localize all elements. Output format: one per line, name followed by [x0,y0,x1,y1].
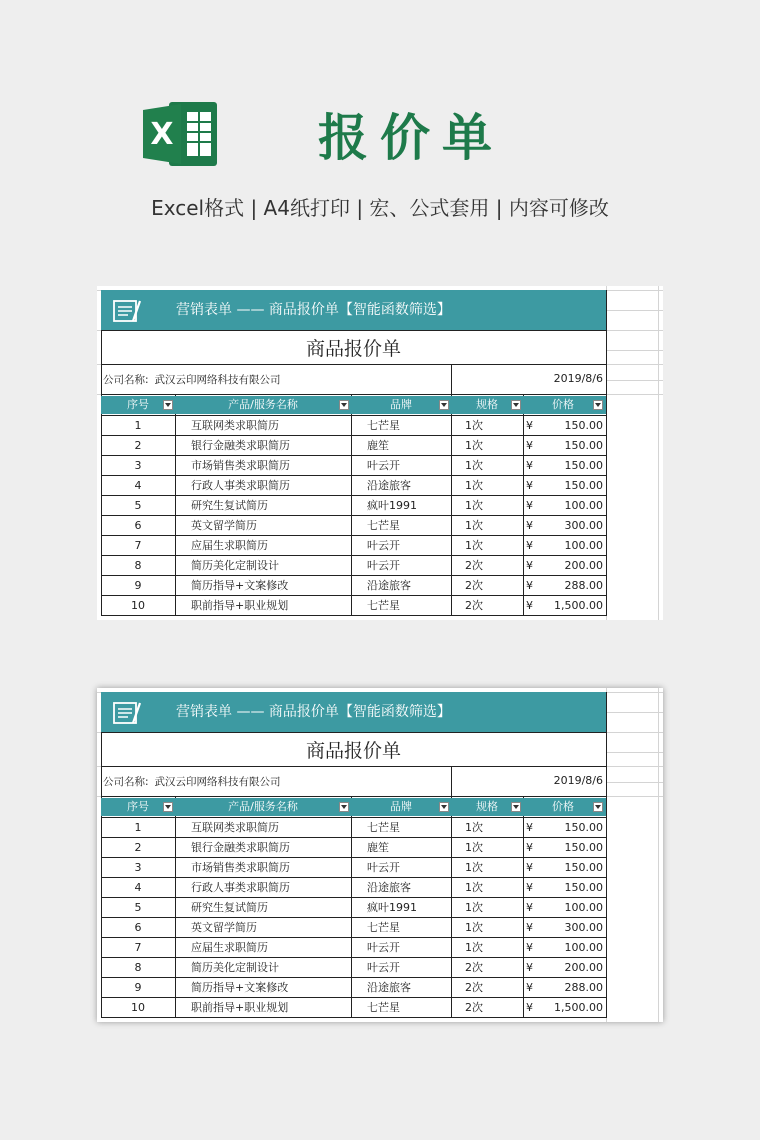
table-row [101,898,606,918]
document-icon [113,701,143,725]
table-row [101,436,606,456]
spec: 2次 [465,961,483,974]
quote-date: 2019/8/6 [553,372,603,385]
col-header-price: 价格 [552,800,574,813]
spec: 2次 [465,599,483,612]
price: 100.00 [564,901,603,914]
table-row [101,858,606,878]
price: 150.00 [564,439,603,452]
table-row [101,416,606,436]
row-number: 10 [131,599,145,612]
banner-text: 营销表单 —— 商品报价单【智能函数筛选】 [176,302,451,318]
col-header-no: 序号 [127,398,149,411]
company-info [103,372,287,387]
col-header-brand: 品牌 [390,800,412,813]
table-row [101,576,606,596]
price: 1,500.00 [554,599,603,612]
row-number: 5 [134,901,142,914]
product-name: 简历指导+文案修改 [191,579,289,592]
filter-dropdown-icon[interactable] [511,400,521,410]
row-number: 1 [134,821,142,834]
header [0,0,760,260]
product-name: 职前指导+职业规划 [191,1001,289,1014]
company-label: 公司名称: [103,374,149,386]
currency-symbol: ¥ [526,881,533,894]
spec: 1次 [465,499,483,512]
row-number: 7 [134,539,142,552]
table-row [101,596,606,616]
currency-symbol: ¥ [526,1001,533,1014]
product-name: 银行金融类求职简历 [191,841,290,854]
product-name: 互联网类求职简历 [191,419,279,432]
currency-symbol: ¥ [526,599,533,612]
product-name: 互联网类求职简历 [191,821,279,834]
spec: 2次 [465,579,483,592]
brand: 沿途旅客 [367,479,411,492]
currency-symbol: ¥ [526,419,533,432]
col-header-name: 产品/服务名称 [228,800,298,813]
col-header-no: 序号 [127,800,149,813]
table-row [101,818,606,838]
brand: 七芒星 [367,1001,400,1014]
row-number: 4 [134,479,142,492]
brand: 沿途旅客 [367,579,411,592]
currency-symbol: ¥ [526,961,533,974]
table-row [101,496,606,516]
product-name: 研究生复试简历 [191,901,268,914]
filter-dropdown-icon[interactable] [593,802,603,812]
banner-text: 营销表单 —— 商品报价单【智能函数筛选】 [176,704,451,720]
spreadsheet-preview-2 [97,688,663,1022]
price: 150.00 [564,841,603,854]
company-info [103,774,287,789]
table-row [101,878,606,898]
row-number: 1 [134,419,142,432]
spec: 1次 [465,941,483,954]
product-name: 简历指导+文案修改 [191,981,289,994]
price: 1,500.00 [554,1001,603,1014]
spec: 2次 [465,981,483,994]
brand: 鹿笙 [367,841,389,854]
price: 200.00 [564,559,603,572]
product-name: 银行金融类求职简历 [191,439,290,452]
filter-dropdown-icon[interactable] [439,400,449,410]
col-header-brand: 品牌 [390,398,412,411]
brand: 叶云开 [367,459,400,472]
brand: 叶云开 [367,941,400,954]
svg-text:X: X [150,117,174,152]
row-number: 6 [134,519,142,532]
price: 150.00 [564,881,603,894]
spec: 1次 [465,821,483,834]
brand: 七芒星 [367,821,400,834]
brand: 叶云开 [367,559,400,572]
brand: 叶云开 [367,861,400,874]
table-row [101,838,606,858]
price: 300.00 [564,921,603,934]
product-name: 研究生复试简历 [191,499,268,512]
brand: 叶云开 [367,539,400,552]
spec: 2次 [465,559,483,572]
currency-symbol: ¥ [526,941,533,954]
currency-symbol: ¥ [526,519,533,532]
price: 150.00 [564,419,603,432]
table-row [101,536,606,556]
quote-date: 2019/8/6 [553,774,603,787]
currency-symbol: ¥ [526,921,533,934]
sheet-banner [101,290,606,330]
product-name: 简历美化定制设计 [191,961,279,974]
price: 100.00 [564,539,603,552]
filter-dropdown-icon[interactable] [163,400,173,410]
row-number: 7 [134,941,142,954]
currency-symbol: ¥ [526,861,533,874]
table-header [101,798,606,816]
spec: 1次 [465,479,483,492]
price: 150.00 [564,459,603,472]
product-name: 行政人事类求职简历 [191,881,290,894]
company-name: 武汉云印网络科技有限公司 [154,374,281,386]
price: 100.00 [564,499,603,512]
page-title: 报价单 [318,109,504,167]
spec: 1次 [465,841,483,854]
row-number: 3 [134,459,142,472]
price: 150.00 [564,479,603,492]
table-row [101,998,606,1018]
currency-symbol: ¥ [526,981,533,994]
sheet-title: 商品报价单 [305,338,401,360]
brand: 七芒星 [367,921,400,934]
row-number: 10 [131,1001,145,1014]
row-number: 9 [134,981,142,994]
table-row [101,476,606,496]
currency-symbol: ¥ [526,479,533,492]
col-header-spec: 规格 [476,398,498,411]
table-header [101,396,606,414]
currency-symbol: ¥ [526,539,533,552]
col-header-name: 产品/服务名称 [228,398,298,411]
row-number: 4 [134,881,142,894]
currency-symbol: ¥ [526,459,533,472]
company-name: 武汉云印网络科技有限公司 [154,776,281,788]
excel-icon [143,100,219,168]
brand: 沿途旅客 [367,881,411,894]
table-row [101,918,606,938]
price: 100.00 [564,941,603,954]
spec: 1次 [465,439,483,452]
spec: 1次 [465,519,483,532]
currency-symbol: ¥ [526,821,533,834]
spec: 1次 [465,921,483,934]
currency-symbol: ¥ [526,841,533,854]
brand: 叶云开 [367,961,400,974]
product-name: 英文留学简历 [191,519,257,532]
price: 300.00 [564,519,603,532]
brand: 疯叶1991 [367,901,417,914]
table-row [101,958,606,978]
table-row [101,938,606,958]
row-number: 2 [134,439,142,452]
spec: 2次 [465,1001,483,1014]
currency-symbol: ¥ [526,439,533,452]
page-subtitle: Excel格式 | A4纸打印 | 宏、公式套用 | 内容可修改 [151,196,609,220]
sheet-banner [101,692,606,732]
currency-symbol: ¥ [526,559,533,572]
price: 200.00 [564,961,603,974]
currency-symbol: ¥ [526,499,533,512]
sheet-title: 商品报价单 [305,740,401,762]
spec: 1次 [465,901,483,914]
brand: 七芒星 [367,599,400,612]
document-icon [113,299,143,323]
table-row [101,516,606,536]
spreadsheet-preview-1 [97,286,663,620]
filter-dropdown-icon[interactable] [593,400,603,410]
filter-dropdown-icon[interactable] [339,802,349,812]
row-number: 2 [134,841,142,854]
brand: 鹿笙 [367,439,389,452]
row-number: 8 [134,961,142,974]
currency-symbol: ¥ [526,579,533,592]
spec: 1次 [465,459,483,472]
spec: 1次 [465,419,483,432]
brand: 沿途旅客 [367,981,411,994]
product-name: 简历美化定制设计 [191,559,279,572]
row-number: 3 [134,861,142,874]
brand: 七芒星 [367,419,400,432]
spec: 1次 [465,881,483,894]
filter-dropdown-icon[interactable] [439,802,449,812]
brand: 疯叶1991 [367,499,417,512]
filter-dropdown-icon[interactable] [163,802,173,812]
row-number: 6 [134,921,142,934]
price: 288.00 [564,579,603,592]
price: 288.00 [564,981,603,994]
col-header-spec: 规格 [476,800,498,813]
product-name: 应届生求职简历 [191,941,268,954]
product-name: 应届生求职简历 [191,539,268,552]
brand: 七芒星 [367,519,400,532]
product-name: 英文留学简历 [191,921,257,934]
filter-dropdown-icon[interactable] [511,802,521,812]
col-header-price: 价格 [552,398,574,411]
table-row [101,556,606,576]
table-row [101,978,606,998]
row-number: 5 [134,499,142,512]
product-name: 行政人事类求职简历 [191,479,290,492]
product-name: 职前指导+职业规划 [191,599,289,612]
row-number: 9 [134,579,142,592]
row-number: 8 [134,559,142,572]
currency-symbol: ¥ [526,901,533,914]
product-name: 市场销售类求职简历 [191,861,290,874]
company-label: 公司名称: [103,776,149,788]
price: 150.00 [564,861,603,874]
product-name: 市场销售类求职简历 [191,459,290,472]
spec: 1次 [465,861,483,874]
price: 150.00 [564,821,603,834]
filter-dropdown-icon[interactable] [339,400,349,410]
spec: 1次 [465,539,483,552]
table-row [101,456,606,476]
